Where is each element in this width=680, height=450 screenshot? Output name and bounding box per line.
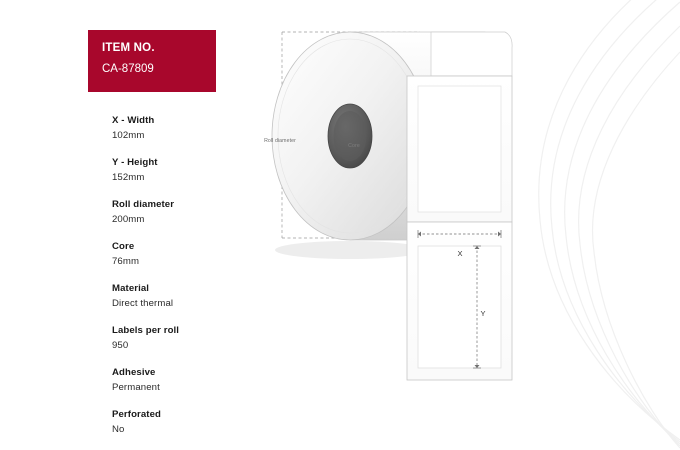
roll-diameter-dimension-label: Roll diameter	[264, 138, 296, 144]
label-sheet-lower-inner	[418, 246, 501, 368]
spec-key: Core	[112, 241, 135, 252]
item-number-badge	[88, 30, 216, 92]
roll-illustration-svg	[255, 18, 625, 398]
spec-value: 152mm	[112, 172, 145, 183]
spec-key: X - Width	[112, 115, 155, 126]
spec-value: 950	[112, 340, 129, 351]
spec-item-perforated	[112, 408, 282, 437]
core-dimension-label: Core	[348, 143, 360, 149]
label-sheet-upper-inner	[418, 86, 501, 212]
spec-value: Direct thermal	[112, 298, 174, 309]
roll-shadow	[275, 241, 425, 259]
label-web	[407, 32, 512, 76]
y-dimension-label: Y	[480, 309, 486, 318]
spec-value: 102mm	[112, 130, 145, 141]
spec-value: 200mm	[112, 214, 145, 225]
item-number-value: CA-87809	[102, 63, 154, 75]
spec-value: Permanent	[112, 382, 160, 393]
spec-key: Roll diameter	[112, 199, 175, 210]
item-number-label: ITEM NO.	[102, 42, 155, 54]
spec-value: 76mm	[112, 256, 140, 267]
label-roll-diagram	[255, 18, 625, 398]
spec-key: Material	[112, 283, 150, 294]
spec-key: Adhesive	[112, 367, 156, 378]
x-dimension-label: X	[457, 249, 463, 258]
spec-key: Labels per roll	[112, 325, 180, 336]
spec-key: Y - Height	[112, 157, 158, 168]
spec-value: No	[112, 424, 125, 435]
spec-key: Perforated	[112, 409, 161, 420]
